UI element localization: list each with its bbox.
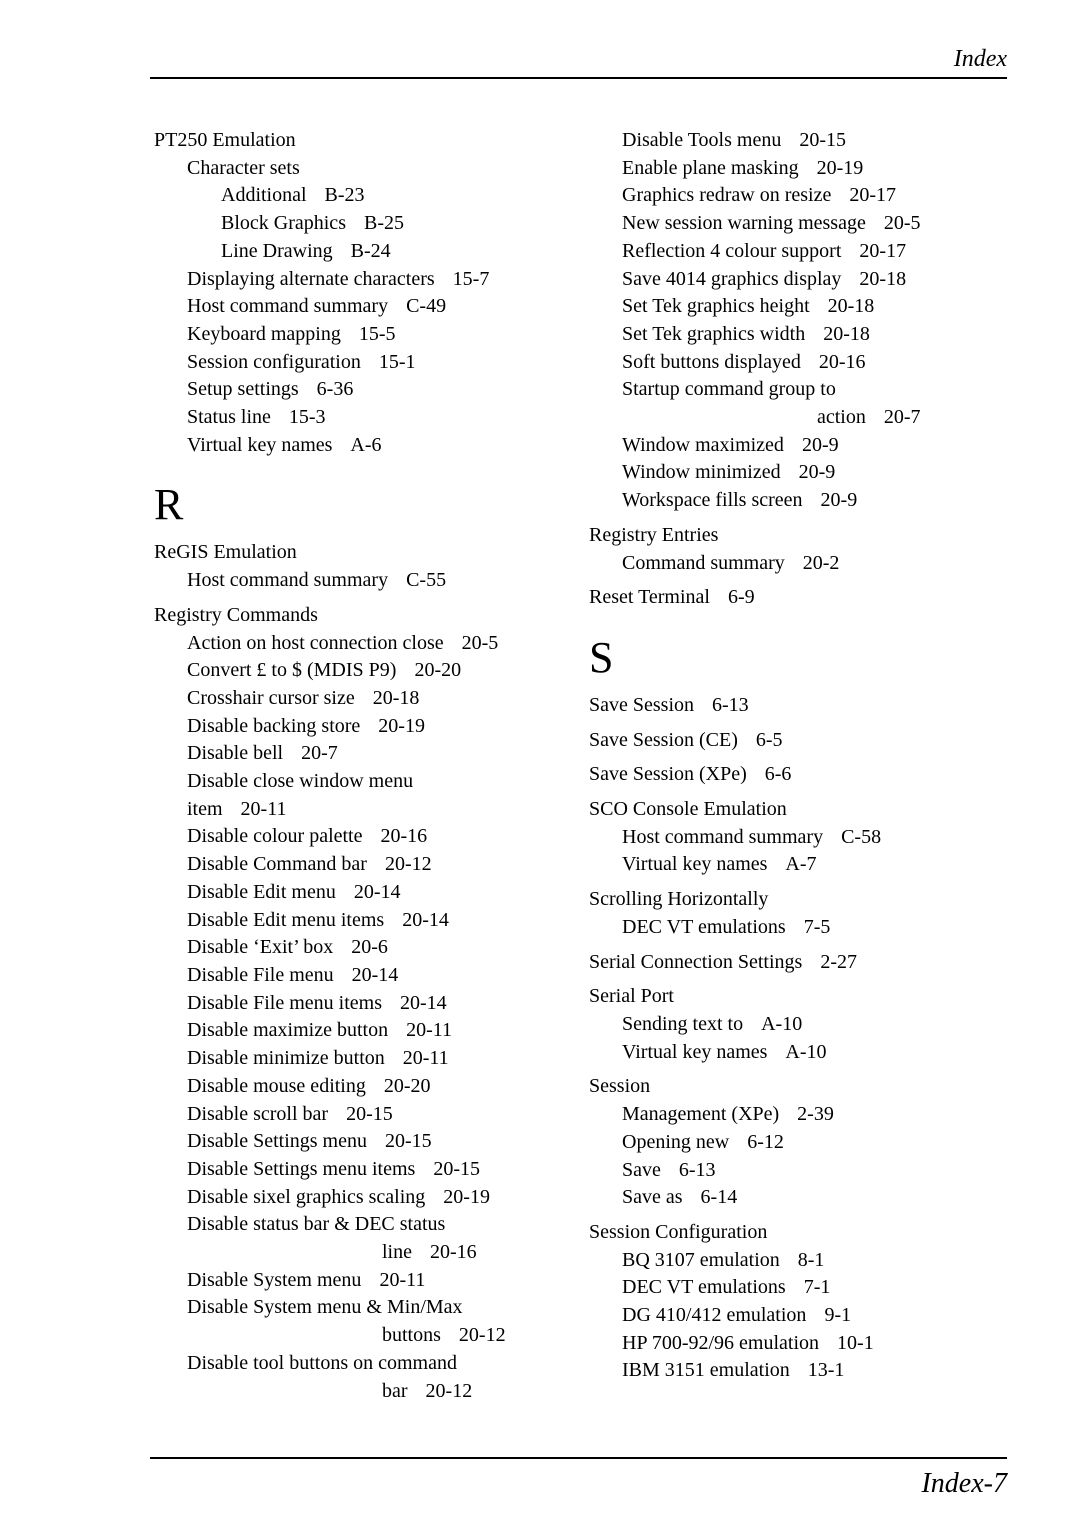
index-entry xyxy=(154,1239,599,1267)
index-entry xyxy=(589,914,1034,942)
index-entry xyxy=(154,685,599,713)
entry-text: Additional xyxy=(221,184,307,207)
entry-page-number: 20-7 xyxy=(883,406,921,429)
entry-text: Host command summary xyxy=(187,295,389,318)
index-entry xyxy=(154,934,599,962)
entry-page-number: 20-9 xyxy=(820,489,858,512)
entry-text: Disable Tools menu xyxy=(622,129,782,151)
entry-text: Save Session (CE) xyxy=(589,728,738,751)
entry-text: Disable sixel graphics scaling xyxy=(187,1185,426,1208)
entry-text: Window minimized xyxy=(622,461,781,484)
entry-text: Disable close window menu xyxy=(187,770,414,793)
entry-page-number: 20-18 xyxy=(823,322,870,345)
index-entry xyxy=(589,1184,1034,1212)
entry-text: Crosshair cursor size xyxy=(187,686,355,709)
section-letter-r: R xyxy=(154,480,184,530)
entry-text: Disable colour palette xyxy=(187,825,363,848)
index-entry xyxy=(589,1247,1034,1275)
entry-page-number: 20-16 xyxy=(818,350,866,373)
entry-text: Character sets xyxy=(187,156,300,179)
index-entry xyxy=(154,1294,599,1322)
index-entry xyxy=(154,990,599,1018)
entry-text: Opening new xyxy=(622,1130,730,1153)
entry-text: Disable minimize button xyxy=(187,1047,385,1070)
index-entry xyxy=(154,602,599,630)
index-entry xyxy=(589,349,1034,377)
entry-page-number: 20-11 xyxy=(379,1268,426,1291)
entry-page-number: 15-1 xyxy=(378,350,416,373)
entry-text: Disable Settings menu items xyxy=(187,1157,416,1180)
index-entry xyxy=(589,293,1034,321)
section-letter-s: S xyxy=(589,632,614,682)
index-entry xyxy=(154,907,599,935)
index-entry xyxy=(589,182,1034,210)
entry-page-number: 2-27 xyxy=(820,950,857,973)
index-entry xyxy=(589,1129,1034,1157)
index-entry xyxy=(589,432,1034,460)
index-entry xyxy=(154,1211,599,1239)
entry-page-number: 20-15 xyxy=(433,1157,480,1180)
entry-page-number: 20-5 xyxy=(461,631,499,654)
entry-text: Virtual key names xyxy=(622,1040,768,1063)
entry-text: Disable bell xyxy=(187,742,284,765)
entry-page-number: 20-9 xyxy=(801,433,839,456)
entry-text: Serial Connection Settings xyxy=(589,950,803,973)
entry-page-number: 20-12 xyxy=(458,1324,506,1347)
entry-text: Setup settings xyxy=(187,378,299,401)
entry-text: item xyxy=(187,797,223,820)
index-entry xyxy=(154,796,599,824)
entry-page-number: B-25 xyxy=(363,212,404,235)
entry-text: Disable File menu xyxy=(187,963,334,986)
index-entry xyxy=(154,321,599,349)
entry-page-number: 20-14 xyxy=(402,908,449,931)
index-entry xyxy=(589,1073,1034,1101)
index-entry xyxy=(589,851,1034,879)
entry-page-number: A-10 xyxy=(761,1012,803,1035)
index-entry xyxy=(154,768,599,796)
entry-text: Virtual key names xyxy=(187,433,333,456)
entry-page-number: 20-19 xyxy=(443,1185,490,1208)
entry-text: Management (XPe) xyxy=(622,1103,780,1126)
entry-text: bar xyxy=(382,1379,408,1402)
entry-page-number: 6-13 xyxy=(712,693,749,716)
entry-page-number: 20-2 xyxy=(802,551,840,574)
entry-page-number: 20-14 xyxy=(353,880,401,903)
index-entry xyxy=(154,1184,599,1212)
entry-text: Disable File menu items xyxy=(187,991,382,1014)
entry-text: IBM 3151 emulation xyxy=(622,1359,790,1382)
entry-text: Disable Edit menu items xyxy=(187,908,385,931)
index-entry xyxy=(589,404,1034,432)
entry-text: Convert £ to $ (MDIS P9) xyxy=(187,659,397,682)
entry-page-number: C-58 xyxy=(841,825,882,848)
entry-page-number: 6-5 xyxy=(755,728,783,751)
entry-text: Disable scroll bar xyxy=(187,1102,329,1125)
entry-text: Disable mouse editing xyxy=(187,1074,366,1097)
entry-page-number: 6-9 xyxy=(727,586,755,609)
footer-rule xyxy=(150,1457,1007,1459)
index-entry xyxy=(154,851,599,879)
index-entry xyxy=(589,1274,1034,1302)
entry-text: Action on host connection close xyxy=(187,631,444,654)
index-entry xyxy=(589,155,1034,183)
entry-page-number: 7-5 xyxy=(803,915,831,938)
index-entry xyxy=(589,1101,1034,1129)
entry-page-number: 20-15 xyxy=(799,129,846,151)
index-entry xyxy=(154,182,599,210)
index-entry xyxy=(589,1357,1034,1385)
entry-page-number: 20-7 xyxy=(301,742,338,765)
index-entry xyxy=(154,879,599,907)
header-title: Index xyxy=(953,46,1007,72)
index-entry xyxy=(154,404,599,432)
entry-page-number: 20-11 xyxy=(240,797,287,820)
entry-page-number: 20-18 xyxy=(372,686,420,709)
entry-text: Session Configuration xyxy=(589,1220,768,1243)
entry-page-number: 20-20 xyxy=(383,1074,431,1097)
entry-page-number: 20-17 xyxy=(859,239,907,262)
entry-text: Save xyxy=(622,1158,661,1181)
entry-page-number: 20-15 xyxy=(346,1102,393,1125)
index-entry xyxy=(154,1017,599,1045)
index-entry xyxy=(154,823,599,851)
entry-text: Reset Terminal xyxy=(589,586,710,609)
entry-text: Graphics redraw on resize xyxy=(622,184,832,207)
index-entry xyxy=(589,522,1034,550)
entry-text: Disable backing store xyxy=(187,714,361,737)
index-entry xyxy=(589,796,1034,824)
index-entry xyxy=(154,1073,599,1101)
entry-text: Session configuration xyxy=(187,350,361,373)
entry-page-number: 13-1 xyxy=(807,1359,845,1382)
entry-text: DG 410/412 emulation xyxy=(622,1304,807,1327)
entry-text: Sending text to xyxy=(622,1012,744,1035)
entry-text: ReGIS Emulation xyxy=(154,541,297,564)
entry-text: Keyboard mapping xyxy=(187,322,341,345)
entry-text: Host command summary xyxy=(622,825,824,848)
entry-page-number: C-55 xyxy=(406,569,447,592)
entry-text: Save Session (XPe) xyxy=(589,763,747,786)
entry-text: Displaying alternate characters xyxy=(187,267,435,290)
index-entry xyxy=(589,376,1034,404)
index-entry xyxy=(589,266,1034,294)
entry-text: Session xyxy=(589,1075,651,1098)
entry-page-number: 20-12 xyxy=(384,853,432,876)
entry-text: Disable tool buttons on command xyxy=(187,1351,457,1374)
entry-text: Disable ‘Exit’ box xyxy=(187,936,334,959)
entry-text: Registry Commands xyxy=(154,603,318,626)
entry-page-number: A-7 xyxy=(785,853,817,876)
entry-text: Disable System menu xyxy=(187,1268,362,1291)
entry-text: DEC VT emulations xyxy=(622,1276,786,1299)
entry-text: Disable Edit menu xyxy=(187,880,336,903)
index-entry xyxy=(589,1039,1034,1067)
index-entry xyxy=(154,127,599,155)
entry-page-number: 20-14 xyxy=(351,963,399,986)
index-entry xyxy=(589,761,1034,789)
entry-page-number: 8-1 xyxy=(797,1248,825,1271)
entry-page-number: 6-36 xyxy=(316,378,354,401)
left-column xyxy=(154,127,599,1405)
entry-page-number: 2-39 xyxy=(797,1103,834,1126)
index-entry xyxy=(589,550,1034,578)
index-entry xyxy=(154,630,599,658)
header-rule xyxy=(150,77,1007,79)
index-entry xyxy=(154,349,599,377)
index-entry xyxy=(154,238,599,266)
entry-page-number: 20-16 xyxy=(380,825,428,848)
entry-page-number: 20-18 xyxy=(859,267,907,290)
index-entry xyxy=(154,962,599,990)
index-entry xyxy=(154,567,599,595)
entry-text: PT250 Emulation xyxy=(154,129,296,151)
entry-text: Disable Settings menu xyxy=(187,1130,367,1153)
entry-page-number: 7-1 xyxy=(803,1276,831,1299)
entry-text: Line Drawing xyxy=(221,239,333,262)
index-entry xyxy=(589,127,1034,155)
entry-text: Block Graphics xyxy=(221,212,346,235)
entry-text: SCO Console Emulation xyxy=(589,798,787,821)
entry-page-number: B-23 xyxy=(324,184,365,207)
entry-page-number: 9-1 xyxy=(824,1304,852,1327)
entry-text: Set Tek graphics width xyxy=(622,322,806,345)
entry-page-number: 20-15 xyxy=(384,1130,432,1153)
entry-text: New session warning message xyxy=(622,212,866,235)
index-entry xyxy=(154,1267,599,1295)
index-entry xyxy=(589,321,1034,349)
index-entry xyxy=(589,210,1034,238)
index-entry xyxy=(589,949,1034,977)
entry-text: Disable status bar & DEC status xyxy=(187,1213,446,1236)
entry-page-number: 15-3 xyxy=(288,406,326,429)
entry-text: Disable maximize button xyxy=(187,1019,389,1042)
entry-text: Scrolling Horizontally xyxy=(589,888,769,911)
entry-page-number: 20-14 xyxy=(399,991,447,1014)
index-entry xyxy=(154,293,599,321)
running-header xyxy=(150,46,1007,72)
index-entry xyxy=(154,713,599,741)
index-entry xyxy=(589,692,1034,720)
entry-text: DEC VT emulations xyxy=(622,915,786,938)
index-entry xyxy=(589,1219,1034,1247)
entry-page-number: 6-6 xyxy=(764,763,792,786)
entry-page-number: B-24 xyxy=(350,239,391,262)
entry-text: Soft buttons displayed xyxy=(622,350,801,373)
entry-page-number: 15-7 xyxy=(452,267,490,290)
index-entry xyxy=(589,886,1034,914)
right-column xyxy=(589,127,1034,1385)
index-entry xyxy=(154,1045,599,1073)
index-entry xyxy=(154,432,599,460)
entry-text: Disable System menu & Min/Max xyxy=(187,1296,463,1319)
index-entry xyxy=(154,1128,599,1156)
index-entry xyxy=(154,210,599,238)
entry-page-number: 6-12 xyxy=(747,1130,784,1153)
entry-page-number: 20-6 xyxy=(351,936,388,959)
entry-page-number: 20-9 xyxy=(798,461,836,484)
index-entry xyxy=(154,266,599,294)
entry-text: Host command summary xyxy=(187,569,389,592)
entry-text: HP 700-92/96 emulation xyxy=(622,1331,820,1354)
index-entry xyxy=(154,1156,599,1184)
entry-text: Save Session xyxy=(589,693,694,716)
index-entry xyxy=(154,376,599,404)
entry-page-number: 20-16 xyxy=(430,1241,477,1264)
index-entry xyxy=(589,1011,1034,1039)
index-entry xyxy=(154,1101,599,1129)
entry-page-number: 20-12 xyxy=(425,1379,473,1402)
entry-text: Virtual key names xyxy=(622,853,768,876)
entry-page-number: 20-11 xyxy=(406,1019,452,1042)
index-entry xyxy=(589,238,1034,266)
index-entry xyxy=(589,983,1034,1011)
index-entry xyxy=(589,1302,1034,1330)
entry-page-number: C-49 xyxy=(406,295,447,318)
entry-page-number: 6-13 xyxy=(678,1158,716,1181)
entry-page-number: 20-20 xyxy=(414,659,462,682)
entry-text: line xyxy=(382,1241,412,1264)
index-entry xyxy=(589,727,1034,755)
index-entry xyxy=(589,584,1034,612)
entry-text: Enable plane masking xyxy=(622,156,799,179)
entry-text: Workspace fills screen xyxy=(622,489,803,512)
index-entry xyxy=(589,487,1034,515)
entry-text: Serial Port xyxy=(589,985,674,1008)
entry-text: Disable Command bar xyxy=(187,853,367,876)
entry-text: Command summary xyxy=(622,551,785,574)
entry-page-number: 20-11 xyxy=(402,1047,449,1070)
entry-page-number: 20-18 xyxy=(827,295,875,318)
entry-page-number: 20-17 xyxy=(849,184,897,207)
running-footer xyxy=(150,1468,1007,1500)
index-entry xyxy=(589,459,1034,487)
entry-text: Status line xyxy=(187,406,271,429)
entry-text: Save 4014 graphics display xyxy=(622,267,842,290)
entry-text: Set Tek graphics height xyxy=(622,295,810,318)
entry-page-number: 20-19 xyxy=(816,156,864,179)
index-entry xyxy=(154,657,599,685)
entry-text: Startup command group to xyxy=(622,378,836,401)
entry-page-number: 6-14 xyxy=(700,1186,738,1209)
index-entry xyxy=(154,740,599,768)
index-entry xyxy=(589,824,1034,852)
index-entry xyxy=(154,155,599,183)
entry-page-number: A-6 xyxy=(350,433,382,456)
entry-text: BQ 3107 emulation xyxy=(622,1248,780,1271)
entry-text: Save as xyxy=(622,1186,683,1209)
entry-text: Window maximized xyxy=(622,433,784,456)
entry-page-number: 10-1 xyxy=(837,1331,874,1354)
entry-page-number: 20-5 xyxy=(883,212,921,235)
index-entry xyxy=(589,1330,1034,1358)
index-entry xyxy=(154,1322,599,1350)
index-entry xyxy=(154,1350,599,1378)
entry-text: Registry Entries xyxy=(589,523,719,546)
index-entry xyxy=(589,1157,1034,1185)
entry-page-number: 20-19 xyxy=(378,714,425,737)
entry-text: Reflection 4 colour support xyxy=(622,239,842,262)
entry-page-number: 15-5 xyxy=(358,322,396,345)
index-entry xyxy=(154,539,599,567)
index-entry xyxy=(154,1378,599,1406)
entry-text: action xyxy=(817,406,866,429)
entry-text: buttons xyxy=(382,1324,441,1347)
entry-page-number: A-10 xyxy=(785,1040,827,1063)
footer-page-label: Index-7 xyxy=(921,1468,1007,1499)
